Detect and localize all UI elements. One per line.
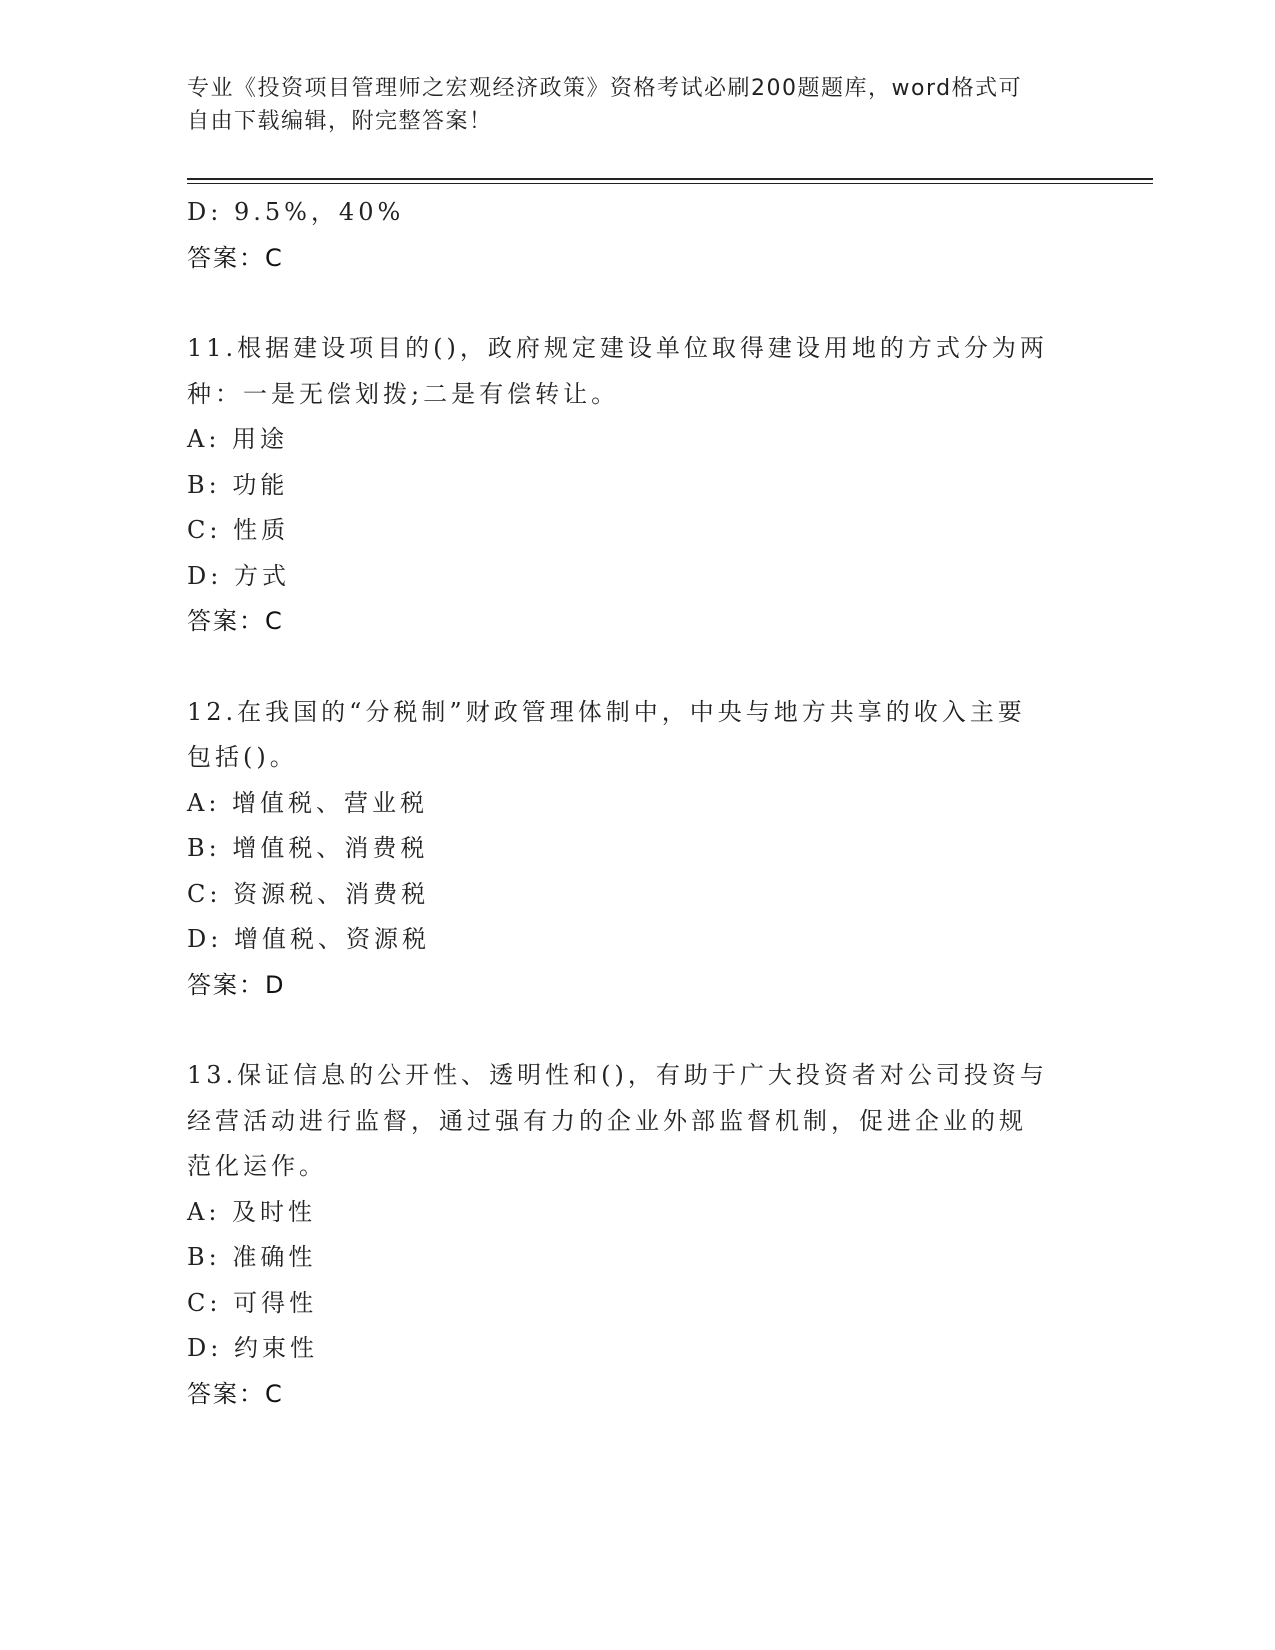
question-text-line: 12.在我国的“分税制”财政管理体制中，中央与地方共享的收入主要: [187, 697, 1026, 726]
header-divider: [187, 178, 1153, 184]
question-content: [187, 190, 1087, 1417]
question-text-line: 11.根据建设项目的()，政府规定建设单位取得建设用地的方式分为两: [187, 334, 1048, 362]
option-d: D: 增值税、资源税: [187, 925, 430, 953]
answer-line: 答案：C: [187, 243, 284, 272]
option-b: B: 准确性: [187, 1243, 317, 1271]
question-text-line: 范化运作。: [187, 1152, 327, 1180]
question-13: [187, 1053, 1087, 1417]
header-line-2: 自由下载编辑，附完整答案！: [187, 109, 493, 134]
document-header: [187, 72, 1087, 138]
option-b: B: 增值税、消费税: [187, 834, 429, 862]
option-d: D: 约束性: [187, 1334, 318, 1362]
header-line-1: 专业《投资项目管理师之宏观经济政策》资格考试必刷200题题库，word格式可: [187, 76, 1023, 101]
question-text-line: 13.保证信息的公开性、透明性和()，有助于广大投资者对公司投资与: [187, 1061, 1048, 1089]
option-b: B: 功能: [187, 470, 289, 499]
option-c: C: 可得性: [187, 1288, 318, 1317]
question-11: [187, 326, 1087, 645]
spacer: [187, 281, 1087, 326]
option-c: C: 资源税、消费税: [187, 879, 430, 908]
option-a: A: 增值税、营业税: [187, 788, 429, 817]
option-d: D: 方式: [187, 561, 290, 590]
answer-line: 答案：D: [187, 970, 286, 999]
option-a: A: 用途: [187, 425, 289, 453]
answer-line: 答案：C: [187, 1379, 284, 1408]
question-12: [187, 690, 1087, 1009]
option-d: D: 9.5%，40%: [187, 198, 405, 226]
previous-question-tail: [187, 190, 1087, 281]
question-text-line: 种：一是无偿划拨;二是有偿转让。: [187, 379, 620, 408]
option-a: A: 及时性: [187, 1197, 317, 1226]
option-c: C: 性质: [187, 516, 290, 544]
spacer: [187, 645, 1087, 690]
question-text-line: 经营活动进行监督，通过强有力的企业外部监督机制，促进企业的规: [187, 1106, 1027, 1135]
question-text-line: 包括()。: [187, 743, 298, 771]
answer-line: 答案：C: [187, 607, 284, 635]
spacer: [187, 1008, 1087, 1053]
